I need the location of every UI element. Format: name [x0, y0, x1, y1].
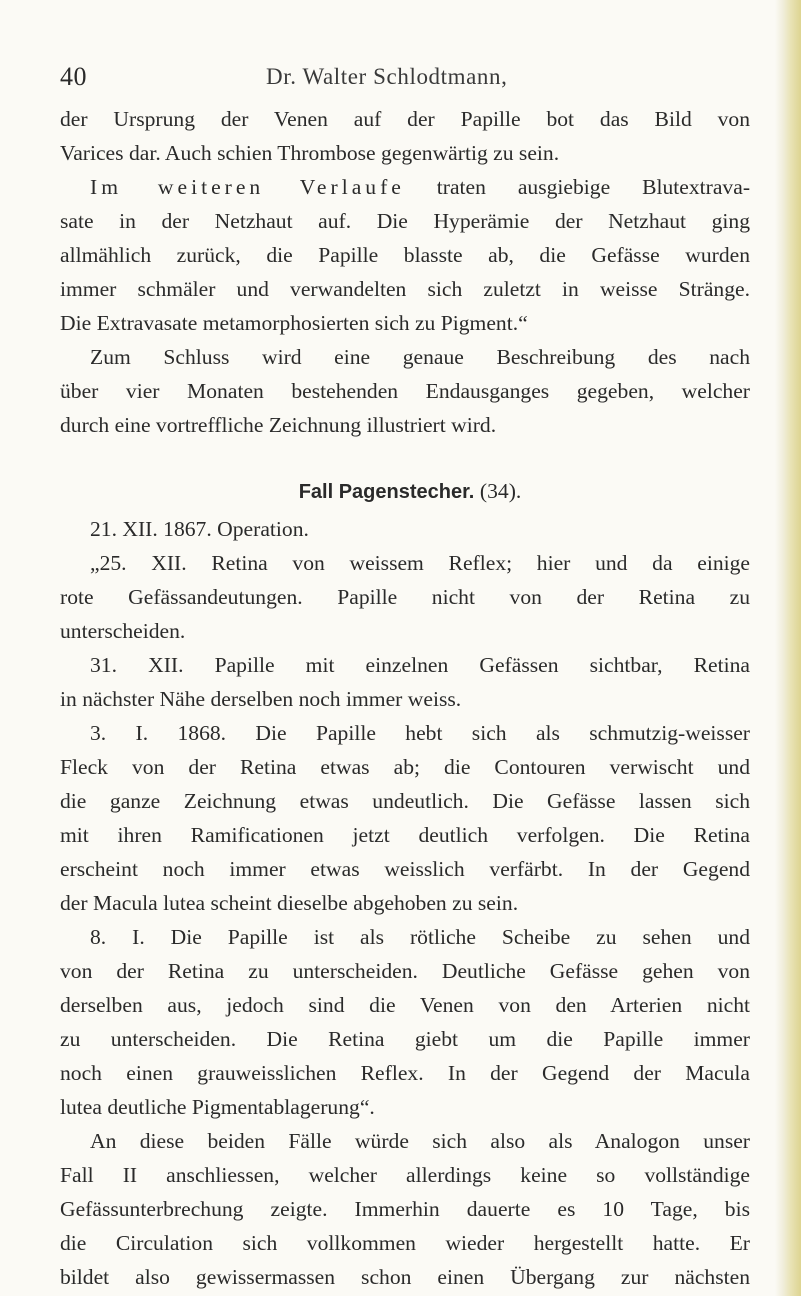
- text-line: rote Gefässandeutungen. Papille nicht von der Retina zu: [60, 585, 750, 609]
- text-line: derselben aus, jedoch sind die Venen von den Arterien nicht: [60, 993, 750, 1017]
- text-line: 31. XII. Papille mit einzelnen Gefässen sichtbar, Retina: [90, 653, 750, 677]
- running-head: Dr. Walter Schlodtmann,: [266, 64, 508, 89]
- page-number: 40: [60, 62, 87, 91]
- text-line: Gefässunterbrechung zeigte. Immerhin dauerte es 10 Tage, bis: [60, 1197, 750, 1221]
- spacer: [60, 442, 750, 474]
- text-line: Die Extravasate metamorphosierten sich zu Pigment.“: [60, 311, 528, 335]
- text-line: die Circulation sich vollkommen wieder hergestellt hatte. Er: [60, 1231, 750, 1255]
- text-line: allmählich zurück, die Papille blasste ab, die Gefässe wurden: [60, 243, 750, 267]
- text-line: der Macula lutea scheint dieselbe abgehoben zu sein.: [60, 891, 519, 915]
- text-line: in nächster Nähe derselben noch immer weiss.: [60, 687, 462, 711]
- text-line: Zum Schluss wird eine genaue Beschreibung des nach: [90, 345, 750, 369]
- text-line: 8. I. Die Papille ist als rötliche Scheibe zu sehen und: [90, 925, 750, 949]
- text-fragment: traten ausgiebige Blutextrava-: [404, 175, 751, 199]
- text-line: 21. XII. 1867. Operation.: [90, 517, 309, 541]
- text-line: der Ursprung der Venen auf der Papille bot das Bild von: [60, 107, 750, 131]
- text-line: 3. I. 1868. Die Papille hebt sich als schmutzig-weisser: [90, 721, 750, 745]
- text-line: noch einen grauweisslichen Reflex. In der Gegend der Macula: [60, 1061, 750, 1085]
- section-heading-case-number: (34).: [479, 479, 522, 503]
- section-heading-title: Fall Pagenstecher.: [298, 481, 475, 503]
- text-line: unterscheiden.: [60, 619, 186, 643]
- text-line: durch eine vortreffliche Zeichnung illustriert wird.: [60, 413, 497, 437]
- text-line: immer schmäler und verwandelten sich zuletzt in weisse Stränge.: [60, 277, 750, 301]
- text-line: An diese beiden Fälle würde sich also als Analogon unser: [90, 1129, 750, 1153]
- text-line: bildet also gewissermassen schon einen Übergang zur nächsten: [60, 1265, 750, 1289]
- text-line: erscheint noch immer etwas weisslich verfärbt. In der Gegend: [60, 857, 750, 881]
- body-text: [60, 102, 750, 1294]
- text-line: lutea deutliche Pigmentablagerung“.: [60, 1095, 375, 1119]
- page-header: [60, 62, 750, 98]
- text-line: die ganze Zeichnung etwas undeutlich. Die Gefässe lassen sich: [60, 789, 750, 813]
- page-edge-shadow: [775, 0, 801, 1296]
- text-line: Varices dar. Auch schien Thrombose gegenwärtig zu sein.: [60, 141, 560, 165]
- text-line: zu unterscheiden. Die Retina giebt um die Papille immer: [60, 1027, 750, 1051]
- text-line: von der Retina zu unterscheiden. Deutliche Gefässe gehen von: [60, 959, 750, 983]
- text-line: Fleck von der Retina etwas ab; die Contouren verwischt und: [60, 755, 750, 779]
- text-line: [60, 170, 750, 204]
- text-line: sate in der Netzhaut auf. Die Hyperämie der Netzhaut ging: [60, 209, 750, 233]
- text-line: über vier Monaten bestehenden Endausganges gegeben, welcher: [60, 379, 750, 403]
- text-line: mit ihren Ramificationen jetzt deutlich verfolgen. Die Retina: [60, 823, 750, 847]
- text-line: Fall II anschliessen, welcher allerdings keine so vollständige: [60, 1163, 750, 1187]
- emphasized-phrase: Im weiteren Verlaufe: [90, 175, 405, 199]
- text-line: „25. XII. Retina von weissem Reflex; hier und da einige: [90, 551, 750, 575]
- section-heading: [60, 474, 750, 508]
